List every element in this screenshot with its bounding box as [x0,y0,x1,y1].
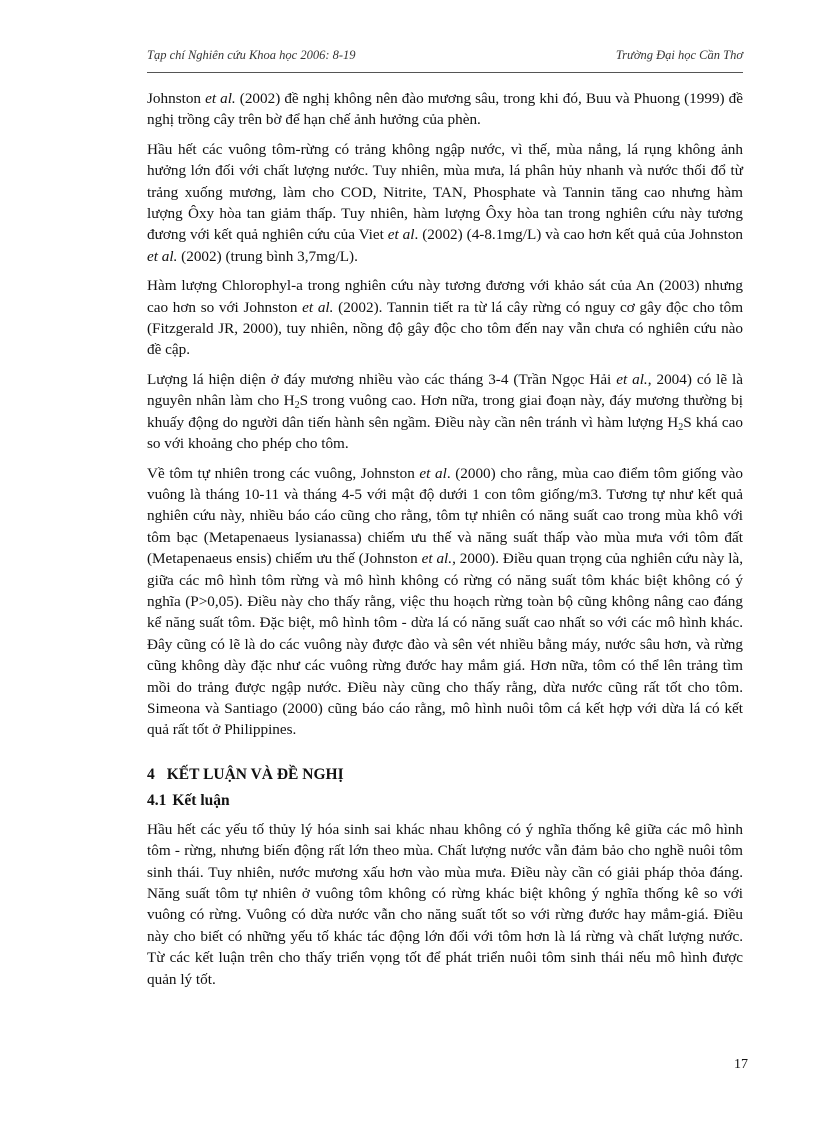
text-run: Hầu hết các vuông tôm-rừng có trảng không ngập nước, vì thế, mùa nắng, lá rụng không ảnh hưởng lớn đối với chất lượng nước. Tuy nhiên, mùa mưa, lá phân hủy nhanh và nước thối đổ từ trảng xuống mương, làm cho COD, Nitrite, TAN, Phosphate và Tannin tăng cao nhưng hàm lượng Ôxy hòa tan giảm thấp. Tuy nhiên, hàm lượng Ôxy hòa tan trong nghiên cứu này tương đương với kết quả nghiên cứu của Viet [147,140,743,244]
page-number: 17 [734,1057,748,1072]
paragraph-5 [147,463,743,741]
paragraph-3 [147,275,743,361]
section-number: 4 [147,765,155,783]
text-run: (2002). Tannin tiết ra từ lá cây rừng có nguy cơ gây độc cho tôm (Fitzgerald JR, 2000), tuy nhiên, nồng độ gây độc cho tôm đến nay vẫn chưa có nghiên cứu nào đề cập. [147,298,744,359]
subsection-number: 4.1 [147,791,167,809]
section-title: KẾT LUẬN VÀ ĐỀ NGHỊ [166,765,344,783]
page-body [147,88,743,998]
university-name: Trường Đại học Cần Thơ [615,48,743,62]
subscript: 2 [678,421,684,433]
running-header [147,48,743,68]
italic-run: et al. [421,550,453,568]
subscript: 2 [294,400,300,412]
text-run: S khá cao so với khoảng cho phép cho tôm. [147,413,743,453]
italic-run: et al [419,464,447,482]
text-run: . (2000) cho rằng, mùa cao điểm tôm giống vào vuông là tháng 10-11 và tháng 4-5 với mật độ dưới 1 con tôm giống/m3. Tương tự như kết quả nghiên cứu này, nhiều báo cáo cũng cho rằng, tôm tự nhiên có năng suất cao trong mùa khô với tôm bạc (Metapenaeus lysianassa) chiếm ưu thế và năng suất thấp vào mùa mưa với tôm đất (Metapenaeus ensis) chiếm ưu thế (Johnston [147,464,743,568]
paragraph-1 [147,88,743,131]
header-rule [147,72,743,73]
text-run: (2002) đề nghị không nên đào mương sâu, trong khi đó, Buu và Phuong (1999) đề nghị trồng cây trên bờ để hạn chế ảnh hưởng của phèn. [147,90,743,129]
text-run: S trong vuông cao. Hơn nữa, trong giai đoạn này, đáy mương thường bị khuấy động do người dân tiến hành sên ngầm. Điều này cần nên tránh vì hàm lượng H [147,392,743,431]
text-run: . (2002) (4-8.1mg/L) và cao hơn kết quả của Johnston [414,226,744,244]
text-run: , 2000). Điều quan trọng của nghiên cứu này là, giữa các mô hình tôm rừng và mô hình không có rừng có năng suất tôm khác biệt không có ý nghĩa (P>0,05). Điều này cho thấy rằng, việc thu hoạch rừng toàn bộ cũng không nâng cao đáng kể năng suất tôm. Đặc biệt, mô hình tôm - dừa lá có năng suất cao nhất so với các mô hình khác. Đây cũng có lẽ là do các vuông này được đào và sên vét nhiều bằng máy, nước sâu hơn, và rừng cũng không dày đặc như các vuông rừng đước hay mắm giá. Hơn nữa, tôm có thể lên trảng tìm mồi do trảng được ngập nước. Điều này cũng cho thấy rằng, dừa nước cũng rất tốt cho tôm. Simeona và Santiago (2000) cũng báo cáo rằng, mô hình nuôi tôm cá kết hợp với dừa lá có kết quả rất tốt ở Philippines. [147,550,744,739]
section-heading [147,765,743,785]
italic-run: et al [387,226,415,244]
text-run: Lượng lá hiện diện ở đáy mương nhiều vào các tháng 3-4 (Trần Ngọc Hải [147,370,617,388]
text-run: Johnston [147,90,206,107]
text-run: Về tôm tự nhiên trong các vuông, Johnston [147,464,420,482]
conclusion-paragraph: Hầu hết các yếu tố thủy lý hóa sinh sai khác nhau không có ý nghĩa thống kê giữa các mô hình tôm - rừng, nhưng biến động rất lớn theo mùa. Chất lượng nước vẫn đảm bảo cho nghề nuôi tôm sinh thái. Tuy nhiên, nước mương xấu hơn vào mùa mưa. Điều này cần có giải pháp thỏa đáng. Năng suất tôm tự nhiên ở vuông tôm không có rừng khác biệt không ý nghĩa thống kê so với vuông có rừng. Vuông có dừa nước vẫn cho năng suất tốt so với rừng đước hay mắm-giá. Điều này cho biết có những yếu tố khác tác động lớn đối với tôm hơn là lá rừng và chất lượng nước. Từ các kết luận trên cho thấy triển vọng tốt để phát triển nuôi tôm sinh thái nếu mô hình được quản lý tốt. [147,820,743,988]
text-run: (2002) (trung bình 3,7mg/L). [177,247,358,265]
italic-run: et al. [302,298,334,316]
subsection-heading [147,791,743,811]
italic-run: et al. [147,247,178,265]
journal-title: Tạp chí Nghiên cứu Khoa học 2006: 8-19 [147,48,356,62]
text-run: , 2004) có lẽ là nguyên nhân làm cho H [147,370,743,410]
italic-run: et al. [205,90,236,107]
paragraph-4 [147,369,743,455]
subsection-title: Kết luận [172,791,230,809]
italic-run: et al. [616,370,648,388]
paragraph-2 [147,139,743,267]
text-run: Hàm lượng Chlorophyl-a trong nghiên cứu này tương đương với khảo sát của An (2003) nhưng cao hơn so với Johnston [147,277,743,316]
